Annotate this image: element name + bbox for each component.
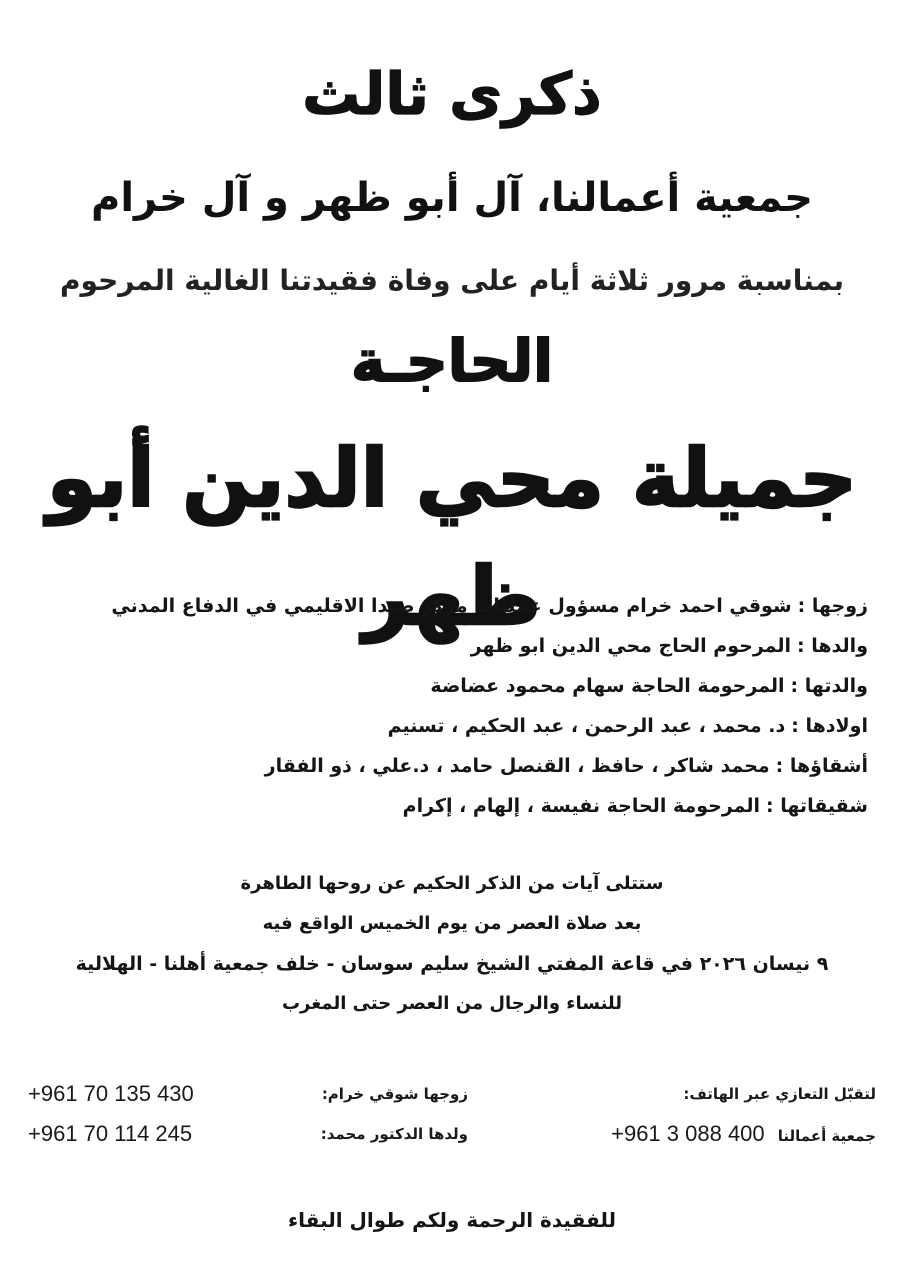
contacts-section bbox=[28, 1074, 876, 1164]
son-label: ولدها الدكتور محمد: bbox=[320, 1125, 468, 1143]
relative-row-children bbox=[28, 706, 868, 746]
son-phone: +961 70 114 245 bbox=[28, 1121, 193, 1146]
contacts-association bbox=[516, 1074, 876, 1164]
relative-value: المرحوم الحاج محي الدين ابو ظهر bbox=[470, 635, 792, 657]
relative-value: المرحومة الحاجة نفيسة ، إلهام ، إكرام bbox=[402, 795, 761, 817]
relative-label: اولادها : bbox=[791, 715, 868, 737]
relative-label: والدتها : bbox=[790, 675, 868, 697]
occasion-line: بمناسبة مرور ثلاثة أيام على وفاة فقيدتنا الغالية المرحوم bbox=[60, 264, 844, 297]
husband-phone: +961 70 135 430 bbox=[28, 1081, 194, 1106]
families-line: جمعية أعمالنا، آل أبو ظهر و آل خرام bbox=[91, 175, 813, 221]
deceased-name: جميلة محي الدين أبو ظهر bbox=[46, 432, 858, 643]
relative-row-father bbox=[28, 626, 868, 666]
closing-line: للفقيدة الرحمة ولكم طوال البقاء bbox=[287, 1208, 617, 1232]
contacts-intro: لتقبّل التعازي عبر الهاتف: bbox=[683, 1085, 876, 1103]
service-line: ٩ نيسان ٢٠٢٦ في قاعة المفتي الشيخ سليم سوسان - خلف جمعية أهلنا - الهلالية bbox=[75, 953, 829, 975]
relative-label: والدها : bbox=[797, 635, 868, 657]
association-label: جمعية أعمالنا bbox=[777, 1127, 876, 1145]
service-details bbox=[0, 864, 904, 1024]
son-contact bbox=[28, 1114, 468, 1154]
association-phone: +961 3 088 400 bbox=[611, 1121, 765, 1146]
association-contact bbox=[516, 1114, 876, 1154]
relative-label: شقيقاتها : bbox=[766, 795, 868, 817]
relative-row-husband bbox=[28, 586, 868, 626]
relative-value: محمد شاكر ، حافظ ، القنصل حامد ، د.علي ، ذو الفقار bbox=[264, 755, 770, 777]
relative-label: أشقاؤها : bbox=[775, 755, 868, 777]
relative-row-sisters bbox=[28, 786, 868, 826]
service-line: ستتلى آيات من الذكر الحكيم عن روحها الطاهرة bbox=[240, 873, 664, 894]
contacts-family bbox=[28, 1074, 468, 1164]
relative-value: شوقي احمد خرام مسؤول عمليات مركز صيدا الاقليمي في الدفاع المدني bbox=[111, 595, 792, 617]
relatives-list bbox=[28, 586, 868, 826]
husband-contact bbox=[28, 1074, 468, 1114]
husband-label: زوجها شوقي خرام: bbox=[321, 1085, 468, 1103]
relative-label: زوجها : bbox=[797, 595, 868, 617]
relative-value: المرحومة الحاجة سهام محمود عضاضة bbox=[430, 675, 785, 697]
service-line: للنساء والرجال من العصر حتى المغرب bbox=[281, 993, 623, 1014]
notice-title: ذكرى ثالث bbox=[302, 60, 602, 128]
honorific: الحاجـة bbox=[350, 327, 554, 395]
service-line: بعد صلاة العصر من يوم الخميس الواقع فيه bbox=[262, 913, 642, 934]
relative-row-brothers bbox=[28, 746, 868, 786]
relative-value: د. محمد ، عبد الرحمن ، عبد الحكيم ، تسنيم bbox=[387, 715, 786, 737]
relative-row-mother bbox=[28, 666, 868, 706]
